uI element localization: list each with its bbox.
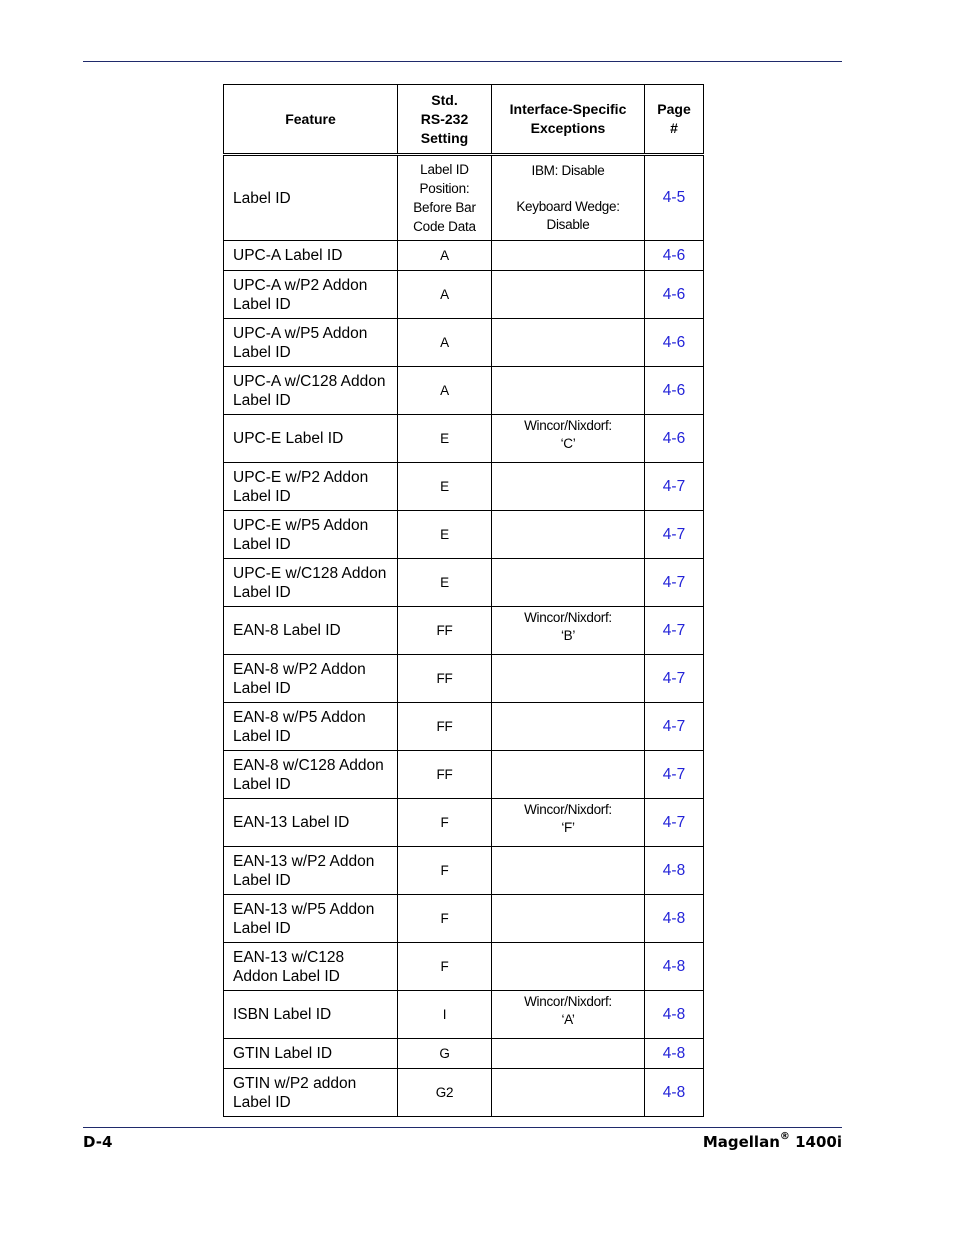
std-setting-cell <box>398 319 492 367</box>
feature-text: UPC-E Label ID <box>233 430 344 447</box>
std-setting-cell <box>398 271 492 319</box>
exception-text: Disable <box>546 217 590 232</box>
feature-cell <box>224 943 398 991</box>
std-setting-cell <box>398 607 492 655</box>
exceptions-cell <box>492 463 645 511</box>
page-link[interactable]: 4-7 <box>662 765 686 783</box>
table-row <box>224 559 704 607</box>
page-link[interactable]: 4-7 <box>662 477 686 495</box>
std-setting-cell <box>398 155 492 241</box>
feature-settings-table <box>223 84 704 1117</box>
std-setting-text: Label ID <box>420 162 469 177</box>
feature-cell <box>224 895 398 943</box>
feature-cell <box>224 799 398 847</box>
feature-text: Label ID <box>233 727 291 745</box>
std-setting-text: A <box>440 287 449 302</box>
page-cell <box>645 703 704 751</box>
table-row <box>224 367 704 415</box>
feature-text: UPC-E w/C128 Addon <box>233 564 387 582</box>
table-row <box>224 799 704 847</box>
std-setting-cell <box>398 559 492 607</box>
page-number: D-4 <box>83 1133 113 1151</box>
std-setting-cell <box>398 1039 492 1069</box>
std-setting-text: FF <box>436 623 453 638</box>
feature-text: Label ID <box>233 487 291 505</box>
exception-text <box>492 180 644 198</box>
page-cell <box>645 271 704 319</box>
std-setting-text: A <box>440 383 449 398</box>
table-body <box>224 155 704 1117</box>
feature-cell <box>224 655 398 703</box>
exceptions-cell <box>492 367 645 415</box>
page-cell <box>645 367 704 415</box>
product-name: Magellan® 1400i <box>702 1131 842 1151</box>
std-setting-cell <box>398 241 492 271</box>
page-cell <box>645 751 704 799</box>
std-setting-cell <box>398 415 492 463</box>
exceptions-cell <box>492 1069 645 1117</box>
exceptions-cell <box>492 559 645 607</box>
std-setting-cell <box>398 847 492 895</box>
table-row <box>224 703 704 751</box>
feature-text: Label ID <box>233 189 291 207</box>
table-row <box>224 751 704 799</box>
page-link[interactable]: 4-7 <box>662 621 686 639</box>
std-setting-cell <box>398 1069 492 1117</box>
feature-text: UPC-A Label ID <box>233 247 343 264</box>
exceptions-cell <box>492 155 645 241</box>
std-setting-text: E <box>440 575 449 590</box>
feature-text: Label ID <box>233 919 291 937</box>
feature-text: Label ID <box>233 295 291 313</box>
feature-text: UPC-A w/C128 Addon <box>233 372 386 390</box>
exceptions-cell <box>492 655 645 703</box>
feature-text: EAN-8 w/P5 Addon <box>233 708 366 726</box>
page-cell <box>645 847 704 895</box>
page-cell <box>645 319 704 367</box>
exception-text: Keyboard Wedge: <box>516 199 620 214</box>
table-row <box>224 155 704 241</box>
std-setting-text: A <box>440 248 449 263</box>
table-header-row <box>224 85 704 155</box>
page-link[interactable]: 4-6 <box>662 333 686 351</box>
feature-cell <box>224 991 398 1039</box>
feature-cell <box>224 1069 398 1117</box>
feature-cell <box>224 751 398 799</box>
feature-cell <box>224 415 398 463</box>
feature-text: EAN-13 w/P2 Addon <box>233 852 375 870</box>
feature-cell <box>224 847 398 895</box>
std-setting-text: F <box>440 959 449 974</box>
exception-text: ‘C’ <box>560 436 576 451</box>
table-row <box>224 415 704 463</box>
std-setting-cell <box>398 751 492 799</box>
std-setting-cell <box>398 655 492 703</box>
table-row <box>224 271 704 319</box>
page-link[interactable]: 4-7 <box>662 717 686 735</box>
page-link[interactable]: 4-8 <box>662 909 686 927</box>
std-setting-cell <box>398 943 492 991</box>
exceptions-cell <box>492 847 645 895</box>
table-row <box>224 241 704 271</box>
exceptions-cell <box>492 895 645 943</box>
feature-text: Label ID <box>233 1093 291 1111</box>
std-setting-text: F <box>440 863 449 878</box>
feature-text: UPC-A w/P5 Addon <box>233 324 368 342</box>
page-link[interactable]: 4-8 <box>662 957 686 975</box>
feature-cell <box>224 607 398 655</box>
table-row <box>224 1069 704 1117</box>
feature-cell <box>224 241 398 271</box>
page-cell <box>645 155 704 241</box>
page-cell <box>645 1069 704 1117</box>
page-link[interactable]: 4-7 <box>662 525 686 543</box>
std-setting-text: I <box>442 1007 447 1022</box>
table-row <box>224 991 704 1039</box>
header-rule <box>83 61 842 62</box>
feature-text: EAN-13 w/C128 <box>233 948 345 966</box>
page-cell <box>645 655 704 703</box>
feature-text: EAN-8 w/P2 Addon <box>233 660 366 678</box>
table-row <box>224 943 704 991</box>
exceptions-cell <box>492 751 645 799</box>
std-setting-text: FF <box>436 767 453 782</box>
header-feature: Feature <box>224 85 398 155</box>
page-link[interactable]: 4-6 <box>662 285 686 303</box>
feature-cell <box>224 367 398 415</box>
feature-text: UPC-E w/P5 Addon <box>233 516 369 534</box>
feature-text: UPC-E w/P2 Addon <box>233 468 369 486</box>
std-setting-text: FF <box>436 671 453 686</box>
page-link[interactable]: 4-7 <box>662 813 686 831</box>
feature-text: EAN-8 Label ID <box>233 622 341 639</box>
table-row <box>224 607 704 655</box>
footer-rule <box>83 1127 842 1128</box>
page-link[interactable]: 4-8 <box>662 1044 686 1062</box>
std-setting-cell <box>398 991 492 1039</box>
std-setting-text: Before Bar <box>413 200 476 215</box>
header-std-setting: Std. RS-232 Setting <box>398 85 492 155</box>
exception-text: ‘A’ <box>561 1012 575 1027</box>
std-setting-text: FF <box>436 719 453 734</box>
page-cell <box>645 607 704 655</box>
std-setting-text: E <box>440 479 449 494</box>
page-cell <box>645 463 704 511</box>
table-row <box>224 319 704 367</box>
page-link[interactable]: 4-8 <box>662 861 686 879</box>
exceptions-cell <box>492 415 645 463</box>
page-cell <box>645 241 704 271</box>
exceptions-cell <box>492 943 645 991</box>
table-row <box>224 1039 704 1069</box>
std-setting-text: G2 <box>435 1085 454 1100</box>
exception-text: Wincor/Nixdorf: <box>524 418 612 433</box>
page-cell <box>645 895 704 943</box>
page-link[interactable]: 4-6 <box>662 429 686 447</box>
exception-text: ‘B’ <box>560 628 576 643</box>
feature-cell <box>224 155 398 241</box>
table-row <box>224 655 704 703</box>
std-setting-cell <box>398 895 492 943</box>
exception-text: Wincor/Nixdorf: <box>524 994 612 1009</box>
std-setting-cell <box>398 799 492 847</box>
feature-text: Label ID <box>233 535 291 553</box>
header-exceptions: Interface-Specific Exceptions <box>492 85 645 155</box>
feature-cell <box>224 559 398 607</box>
page-cell <box>645 559 704 607</box>
registered-mark: ® <box>779 1131 790 1142</box>
page-link[interactable]: 4-6 <box>662 381 686 399</box>
feature-cell <box>224 463 398 511</box>
feature-text: EAN-8 w/C128 Addon <box>233 756 384 774</box>
feature-text: EAN-13 Label ID <box>233 814 350 831</box>
exceptions-cell <box>492 241 645 271</box>
table-row <box>224 511 704 559</box>
feature-text: UPC-A w/P2 Addon <box>233 276 368 294</box>
feature-text: Label ID <box>233 871 291 889</box>
page-link[interactable]: 4-6 <box>662 246 686 264</box>
page-link[interactable]: 4-7 <box>662 669 686 687</box>
std-setting-cell <box>398 367 492 415</box>
page-cell <box>645 511 704 559</box>
feature-cell <box>224 1039 398 1069</box>
exceptions-cell <box>492 511 645 559</box>
exceptions-cell <box>492 799 645 847</box>
std-setting-cell <box>398 463 492 511</box>
table-row <box>224 463 704 511</box>
page-cell <box>645 991 704 1039</box>
feature-text: Label ID <box>233 775 291 793</box>
feature-text: EAN-13 w/P5 Addon <box>233 900 375 918</box>
page-link[interactable]: 4-8 <box>662 1005 686 1023</box>
std-setting-text: G <box>439 1046 450 1061</box>
header-page: Page # <box>645 85 704 155</box>
std-setting-cell <box>398 703 492 751</box>
page-link[interactable]: 4-8 <box>662 1083 686 1101</box>
exceptions-cell <box>492 271 645 319</box>
std-setting-text: F <box>440 911 449 926</box>
exception-text: Wincor/Nixdorf: <box>524 802 612 817</box>
exceptions-cell <box>492 991 645 1039</box>
std-setting-cell <box>398 511 492 559</box>
feature-text: Label ID <box>233 343 291 361</box>
std-setting-text: Position: <box>419 181 470 196</box>
feature-text: Label ID <box>233 391 291 409</box>
std-setting-text: E <box>440 527 449 542</box>
std-setting-text: Code Data <box>413 219 476 234</box>
feature-text: Label ID <box>233 583 291 601</box>
feature-text: GTIN w/P2 addon <box>233 1074 357 1092</box>
exceptions-cell <box>492 1039 645 1069</box>
page-cell <box>645 1039 704 1069</box>
exception-text: Wincor/Nixdorf: <box>524 610 612 625</box>
feature-cell <box>224 511 398 559</box>
table-row <box>224 847 704 895</box>
feature-text: ISBN Label ID <box>233 1006 332 1023</box>
page-link[interactable]: 4-5 <box>662 189 686 206</box>
feature-text: GTIN Label ID <box>233 1045 333 1062</box>
page-cell <box>645 943 704 991</box>
exceptions-cell <box>492 607 645 655</box>
feature-cell <box>224 319 398 367</box>
feature-text: Addon Label ID <box>233 967 340 985</box>
feature-cell <box>224 703 398 751</box>
table-row <box>224 895 704 943</box>
feature-cell <box>224 271 398 319</box>
exceptions-cell <box>492 703 645 751</box>
page-cell <box>645 415 704 463</box>
std-setting-text: F <box>440 815 449 830</box>
feature-text: Label ID <box>233 679 291 697</box>
page-cell <box>645 799 704 847</box>
page-link[interactable]: 4-7 <box>662 573 686 591</box>
std-setting-text: E <box>440 431 449 446</box>
std-setting-text: A <box>440 335 449 350</box>
exception-text: IBM: Disable <box>531 163 605 178</box>
exception-text: ‘F’ <box>561 820 575 835</box>
exceptions-cell <box>492 319 645 367</box>
